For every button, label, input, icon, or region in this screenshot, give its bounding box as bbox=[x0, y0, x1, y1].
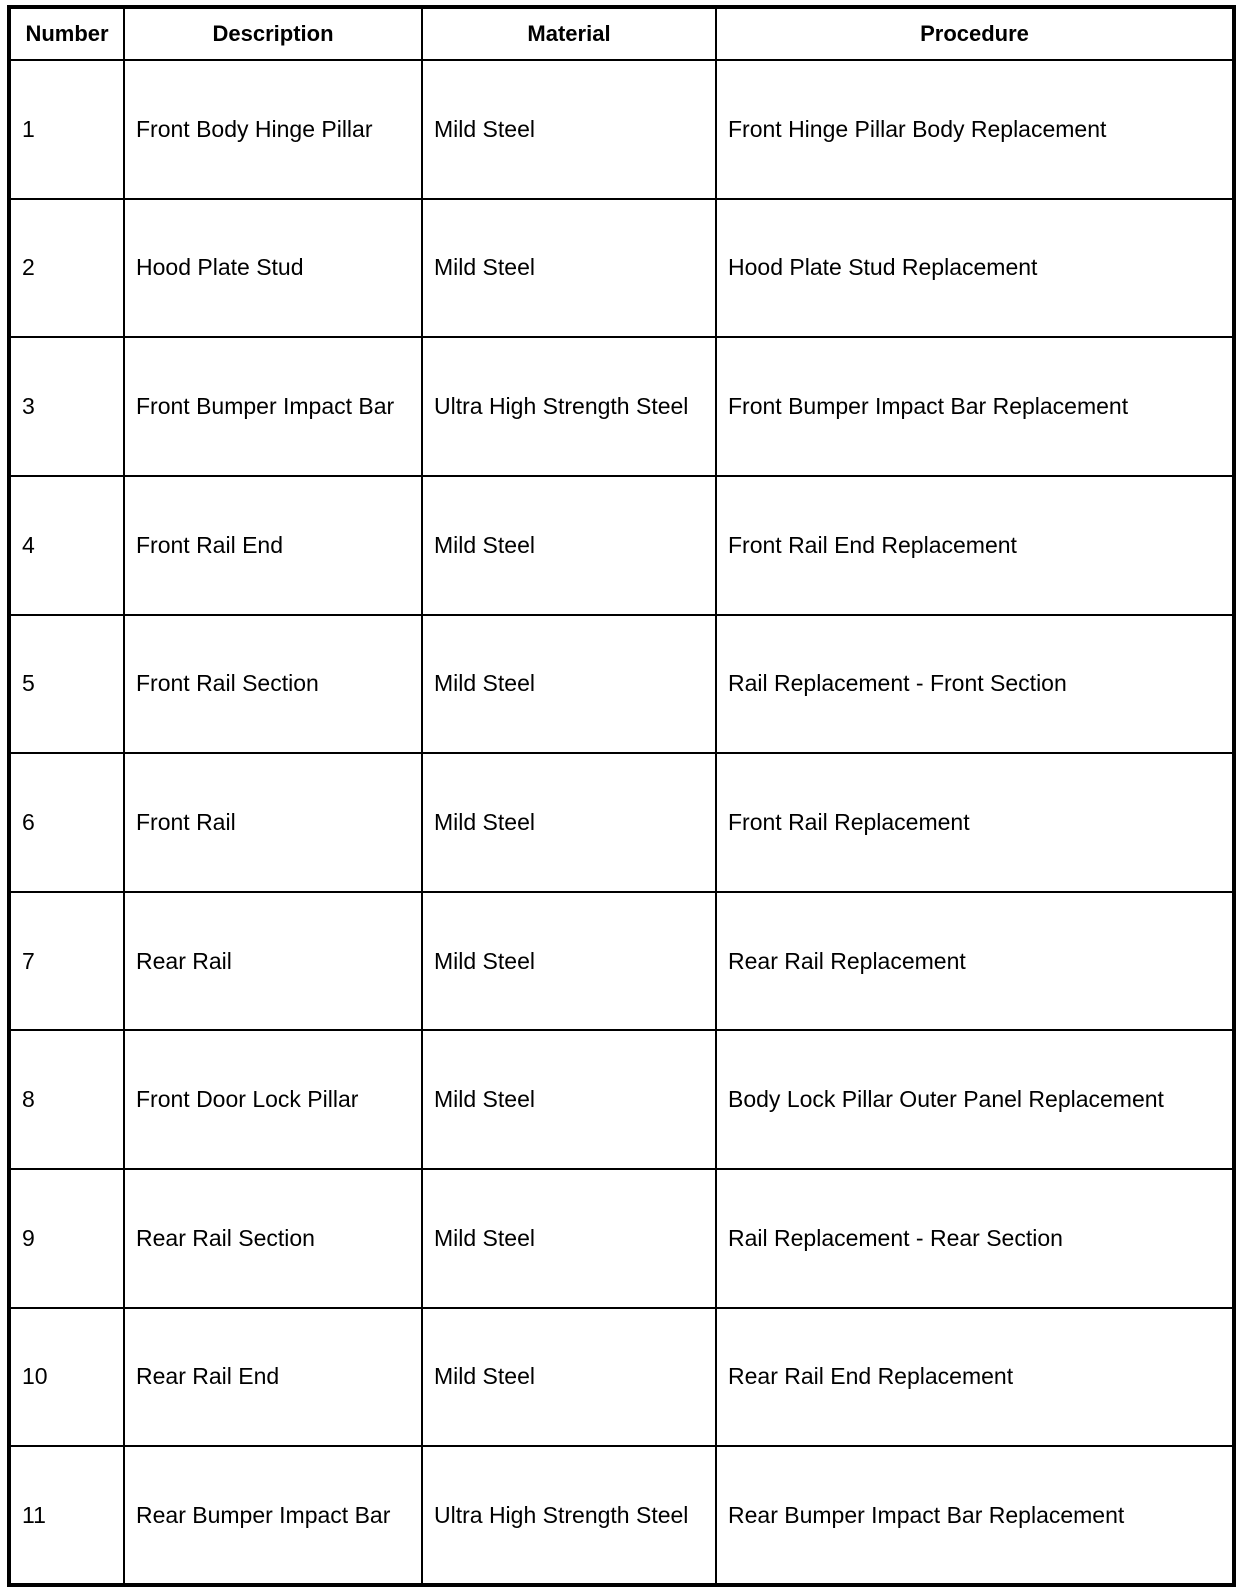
cell-description: Front Rail bbox=[124, 753, 422, 892]
cell-number: 3 bbox=[9, 337, 124, 476]
cell-procedure: Rail Replacement - Rear Section bbox=[716, 1169, 1234, 1308]
cell-material: Ultra High Strength Steel bbox=[422, 337, 716, 476]
header-number: Number bbox=[9, 7, 124, 60]
table-row bbox=[9, 476, 1234, 615]
cell-number: 11 bbox=[9, 1446, 124, 1585]
table-row bbox=[9, 1446, 1234, 1585]
table-row bbox=[9, 1169, 1234, 1308]
cell-procedure: Rear Rail End Replacement bbox=[716, 1308, 1234, 1447]
cell-description: Hood Plate Stud bbox=[124, 199, 422, 338]
header-procedure: Procedure bbox=[716, 7, 1234, 60]
table-row bbox=[9, 753, 1234, 892]
cell-number: 8 bbox=[9, 1030, 124, 1169]
cell-description: Front Bumper Impact Bar bbox=[124, 337, 422, 476]
table-row bbox=[9, 60, 1234, 199]
cell-procedure: Front Hinge Pillar Body Replacement bbox=[716, 60, 1234, 199]
cell-material: Mild Steel bbox=[422, 1030, 716, 1169]
cell-number: 5 bbox=[9, 615, 124, 754]
cell-description: Rear Rail End bbox=[124, 1308, 422, 1447]
table-row bbox=[9, 337, 1234, 476]
cell-procedure: Rail Replacement - Front Section bbox=[716, 615, 1234, 754]
cell-procedure: Front Rail Replacement bbox=[716, 753, 1234, 892]
cell-description: Front Rail End bbox=[124, 476, 422, 615]
header-description: Description bbox=[124, 7, 422, 60]
cell-number: 10 bbox=[9, 1308, 124, 1447]
table-row bbox=[9, 1308, 1234, 1447]
table-row bbox=[9, 199, 1234, 338]
cell-number: 6 bbox=[9, 753, 124, 892]
cell-description: Front Rail Section bbox=[124, 615, 422, 754]
cell-material: Mild Steel bbox=[422, 199, 716, 338]
cell-material: Mild Steel bbox=[422, 476, 716, 615]
cell-procedure: Rear Rail Replacement bbox=[716, 892, 1234, 1031]
cell-number: 4 bbox=[9, 476, 124, 615]
cell-procedure: Front Rail End Replacement bbox=[716, 476, 1234, 615]
cell-procedure: Hood Plate Stud Replacement bbox=[716, 199, 1234, 338]
table-row bbox=[9, 1030, 1234, 1169]
cell-description: Front Door Lock Pillar bbox=[124, 1030, 422, 1169]
header-material: Material bbox=[422, 7, 716, 60]
cell-material: Mild Steel bbox=[422, 892, 716, 1031]
header-row bbox=[9, 7, 1234, 60]
cell-material: Mild Steel bbox=[422, 60, 716, 199]
cell-number: 7 bbox=[9, 892, 124, 1031]
table-row bbox=[9, 615, 1234, 754]
cell-description: Rear Rail bbox=[124, 892, 422, 1031]
table-row bbox=[9, 892, 1234, 1031]
cell-description: Front Body Hinge Pillar bbox=[124, 60, 422, 199]
cell-procedure: Body Lock Pillar Outer Panel Replacement bbox=[716, 1030, 1234, 1169]
cell-material: Mild Steel bbox=[422, 615, 716, 754]
cell-material: Mild Steel bbox=[422, 1308, 716, 1447]
cell-procedure: Rear Bumper Impact Bar Replacement bbox=[716, 1446, 1234, 1585]
cell-material: Mild Steel bbox=[422, 1169, 716, 1308]
cell-number: 2 bbox=[9, 199, 124, 338]
parts-table bbox=[7, 5, 1236, 1587]
cell-material: Mild Steel bbox=[422, 753, 716, 892]
cell-material: Ultra High Strength Steel bbox=[422, 1446, 716, 1585]
cell-description: Rear Rail Section bbox=[124, 1169, 422, 1308]
cell-procedure: Front Bumper Impact Bar Replacement bbox=[716, 337, 1234, 476]
cell-number: 1 bbox=[9, 60, 124, 199]
cell-number: 9 bbox=[9, 1169, 124, 1308]
cell-description: Rear Bumper Impact Bar bbox=[124, 1446, 422, 1585]
